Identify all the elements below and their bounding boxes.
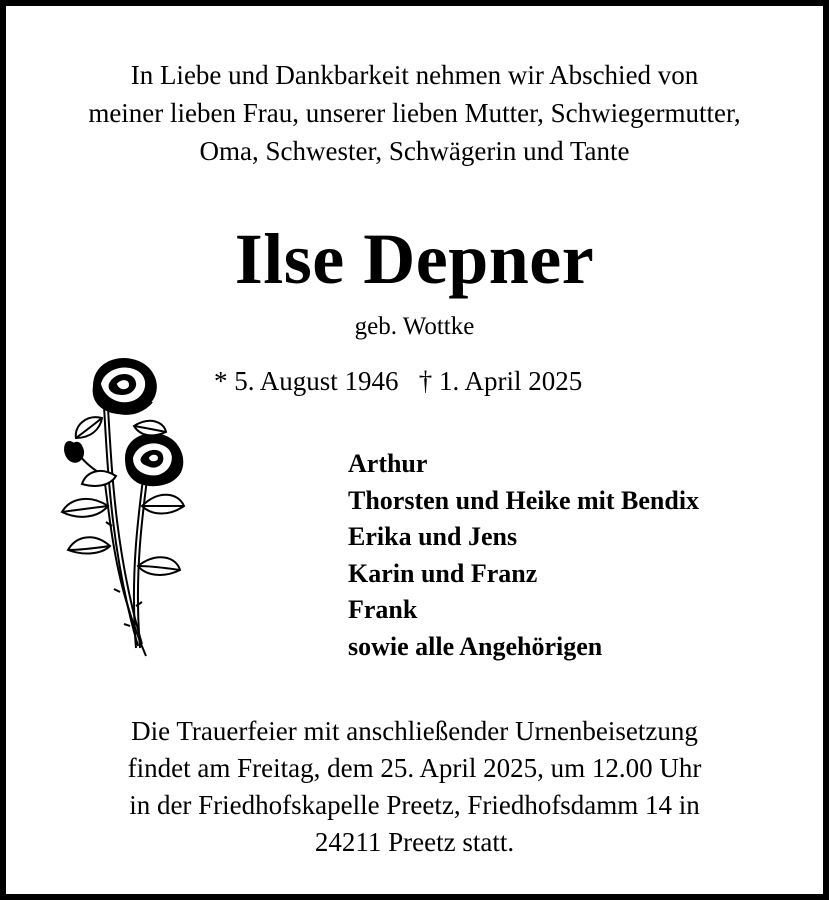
intro-line: In Liebe und Dankbarkeit nehmen wir Abschied von [130, 60, 699, 90]
family-member: Erika und Jens [348, 522, 518, 552]
intro-line: Oma, Schwester, Schwägerin und Tante [199, 136, 630, 166]
rose-icon [46, 356, 196, 666]
ceremony-info [16, 713, 813, 861]
family-member: Karin und Franz [348, 558, 538, 588]
ceremony-line: Die Trauerfeier mit anschließender Urnenbeisetzung [131, 716, 698, 746]
death-date: † 1. April 2025 [418, 366, 583, 396]
intro-text [16, 56, 813, 170]
birth-date: * 5. August 1946 [214, 366, 399, 396]
deceased-name: Ilse Depner [234, 219, 595, 299]
ceremony-line: 24211 Preetz statt. [314, 827, 515, 857]
maiden-name: geb. Wottke [354, 313, 475, 340]
family-member: sowie alle Angehörigen [348, 631, 603, 661]
family-member: Thorsten und Heike mit Bendix [348, 485, 700, 515]
family-list [348, 446, 699, 666]
family-member: Arthur [348, 449, 428, 478]
intro-line: meiner lieben Frau, unserer lieben Mutter, Schwiegermutter, [88, 98, 741, 128]
ceremony-line: in der Friedhofskapelle Preetz, Friedhofsdamm 14 in [129, 790, 700, 820]
ceremony-line: findet am Freitag, dem 25. April 2025, um 12.00 Uhr [127, 753, 702, 783]
life-dates [214, 362, 582, 400]
family-member: Frank [348, 595, 418, 625]
